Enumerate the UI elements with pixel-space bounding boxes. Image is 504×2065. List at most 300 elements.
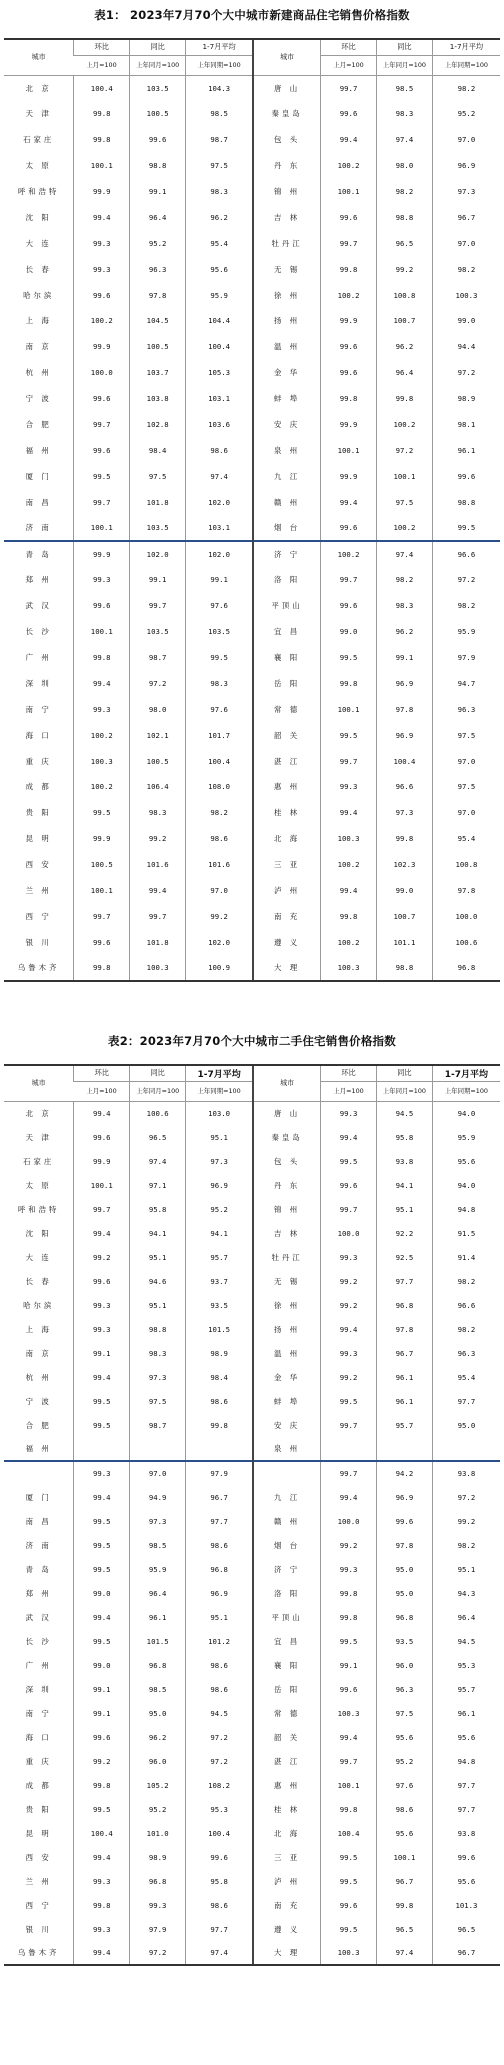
left-yoy-value: 95.9 [130,1557,186,1581]
right-avg-value: 97.0 [432,127,500,153]
right-avg-value: 98.2 [432,593,500,619]
left-yoy-value: 103.5 [130,619,186,645]
left-yoy-value: 101.8 [130,489,186,515]
right-city-name: 温 州 [253,1341,321,1365]
table-row [4,1773,500,1797]
right-mom-value: 99.4 [321,127,377,153]
left-city-name: 天 津 [25,1132,52,1142]
table-row [4,437,500,463]
right-yoy-value: 96.1 [377,1365,433,1389]
left-yoy-value: 99.1 [130,567,186,593]
left-avg-value: 98.7 [186,127,254,153]
left-city-name: 海 口 [25,730,52,740]
left-avg-value: 100.4 [186,1821,254,1845]
left-avg-value: 98.6 [186,1389,254,1413]
left-city-name: 郑 州 [25,575,52,585]
table-row [4,412,500,438]
right-mom-value: 99.5 [321,1917,377,1941]
right-mom-value: 100.3 [321,1941,377,1965]
table-row [4,1653,500,1677]
left-city-name: 西 安 [25,860,52,870]
right-avg-value: 94.4 [432,334,500,360]
table-row [4,1173,500,1197]
right-mom-value: 99.6 [321,360,377,386]
right-city-name: 湛 江 [253,748,321,774]
right-city-name: 泉 州 [253,1437,321,1461]
left-avg-value: 108.2 [186,1773,254,1797]
right-mom-value: 100.3 [321,826,377,852]
left-avg-value: 98.2 [186,800,254,826]
table-row [4,722,500,748]
left-mom-value: 99.6 [74,282,130,308]
right-avg-value: 97.2 [432,567,500,593]
right-yoy-value: 96.9 [377,722,433,748]
left-mom-value: 100.0 [74,360,130,386]
left-mom-value: 99.3 [74,1293,130,1317]
left-avg-value: 104.3 [186,75,254,101]
right-avg-value: 95.4 [432,1365,500,1389]
left-yoy-value: 99.3 [130,1893,186,1917]
left-avg-value: 97.4 [186,463,254,489]
right-mom-value: 99.8 [321,256,377,282]
left-mom-value: 99.3 [74,567,130,593]
left-yoy-value: 99.2 [130,826,186,852]
left-yoy-value: 96.4 [130,1581,186,1605]
left-avg-value: 95.1 [186,1605,254,1629]
left-yoy-value: 100.5 [130,101,186,127]
left-yoy-value: 104.5 [130,308,186,334]
left-yoy-value: 98.5 [130,1677,186,1701]
left-mom-value: 99.9 [74,826,130,852]
left-city-name: 武 汉 [25,1612,52,1622]
right-yoy-value: 96.4 [377,360,433,386]
left-yoy-value: 97.5 [130,463,186,489]
right-city-name: 大 理 [253,1941,321,1965]
left-avg-value: 101.2 [186,1629,254,1653]
right-city-name: 赣 州 [253,489,321,515]
right-mom-value: 99.8 [321,1581,377,1605]
left-avg-value: 103.6 [186,412,254,438]
right-city-name: 襄 阳 [253,645,321,671]
right-avg-value: 98.9 [432,386,500,412]
left-yoy-value: 95.0 [130,1701,186,1725]
table-row [4,75,500,101]
right-city-name: 温 州 [253,334,321,360]
left-city-name: 长 沙 [25,627,52,637]
right-city-name: 遵 义 [253,929,321,955]
table-row [4,256,500,282]
left-city-name: 长 春 [25,264,52,274]
left-avg-value: 102.0 [186,929,254,955]
right-city-name: 秦皇岛 [253,101,321,127]
right-avg-value: 94.5 [432,1629,500,1653]
table-row [4,179,500,205]
right-city-name: 桂 林 [253,800,321,826]
right-city-name: 九 江 [253,463,321,489]
right-mom-value: 100.3 [321,955,377,981]
table-row [4,1125,500,1149]
left-mom-base: 上月=100 [74,55,130,75]
left-mom-value [74,1437,130,1461]
right-mom-value: 99.5 [321,722,377,748]
right-yoy-value: 99.1 [377,645,433,671]
left-mom-value: 99.8 [74,101,130,127]
left-mom-value: 99.5 [74,1533,130,1557]
right-avg-value: 100.8 [432,852,500,878]
table-row [4,1701,500,1725]
left-city-name: 武 汉 [25,601,52,611]
left-mom-value: 99.6 [74,1725,130,1749]
left-avg-value: 97.5 [186,153,254,179]
left-city-name: 乌鲁木齐 [4,955,74,981]
table-row [4,463,500,489]
table-row [4,1413,500,1437]
left-mom-value: 99.1 [74,1701,130,1725]
right-mom-value: 99.2 [321,1269,377,1293]
right-yoy-value: 99.6 [377,1509,433,1533]
left-yoy-value: 103.5 [130,515,186,541]
right-mom-value: 99.9 [321,463,377,489]
left-mom-value: 100.2 [74,774,130,800]
right-yoy-value: 100.4 [377,748,433,774]
left-yoy-value: 99.1 [130,179,186,205]
table-row [4,1245,500,1269]
right-city-name: 平顶山 [253,593,321,619]
right-mom-value: 99.7 [321,1749,377,1773]
left-mom-header: 环比 [74,39,130,55]
table-row [4,1629,500,1653]
left-mom-value: 99.6 [74,929,130,955]
table-row [4,1821,500,1845]
right-avg-value: 98.2 [432,75,500,101]
right-yoy-value: 101.1 [377,929,433,955]
right-avg-value: 97.9 [432,645,500,671]
right-mom-value: 99.7 [321,230,377,256]
right-mom-value: 99.8 [321,1797,377,1821]
right-yoy-value: 97.2 [377,437,433,463]
left-city-name: 沈 阳 [25,212,52,222]
left-avg-value: 99.6 [186,1845,254,1869]
left-avg-value: 97.0 [186,878,254,904]
right-city-name: 秦皇岛 [253,1125,321,1149]
right-yoy-value: 96.0 [377,1653,433,1677]
left-avg-value: 101.5 [186,1317,254,1341]
table-row [4,1485,500,1509]
right-avg-value: 97.0 [432,800,500,826]
right-mom-value: 100.1 [321,437,377,463]
left-city-name: 贵 阳 [25,808,52,818]
left-city-name: 杭 州 [25,368,52,378]
left-mom-value: 100.1 [74,515,130,541]
left-yoy-value: 95.2 [130,1797,186,1821]
right-yoy-value: 95.2 [377,1749,433,1773]
right-avg-value: 95.4 [432,826,500,852]
right-city-name: 常 德 [253,696,321,722]
table-row [4,204,500,230]
right-avg-value: 95.6 [432,1869,500,1893]
table-row [4,360,500,386]
table-row [4,153,500,179]
right-avg-value: 93.8 [432,1821,500,1845]
right-city-name: 唐 山 [253,75,321,101]
right-yoy-value: 100.2 [377,412,433,438]
right-city-name: 泸 州 [253,878,321,904]
right-yoy-value: 98.8 [377,955,433,981]
left-avg-base: 上年同期=100 [186,1081,254,1101]
left-avg-value: 104.4 [186,308,254,334]
left-city-name [4,1461,74,1485]
right-avg-value: 98.1 [432,412,500,438]
left-yoy-value: 101.8 [130,929,186,955]
right-avg-value: 100.3 [432,282,500,308]
left-yoy-value: 96.8 [130,1653,186,1677]
right-avg-value: 96.3 [432,1341,500,1365]
left-mom-value: 99.8 [74,1773,130,1797]
right-mom-value: 99.2 [321,1533,377,1557]
left-yoy-value: 103.5 [130,75,186,101]
right-avg-value: 98.2 [432,1317,500,1341]
right-avg-value: 94.0 [432,1101,500,1125]
left-mom-value: 99.3 [74,256,130,282]
left-avg-value: 100.4 [186,748,254,774]
right-city-name: 湛 江 [253,1749,321,1773]
right-mom-value: 99.4 [321,489,377,515]
right-avg-value: 100.0 [432,904,500,930]
left-avg-value: 94.5 [186,1701,254,1725]
right-mom-value: 99.6 [321,1893,377,1917]
left-mom-value: 99.4 [74,1365,130,1389]
left-city-name: 杭 州 [25,1372,52,1382]
right-avg-value: 98.2 [432,1269,500,1293]
right-yoy-value: 97.8 [377,1533,433,1557]
left-mom-value: 100.2 [74,308,130,334]
left-mom-value: 100.1 [74,878,130,904]
right-avg-header: 1-7月平均 [432,39,500,55]
right-yoy-value: 96.6 [377,774,433,800]
left-avg-value: 103.5 [186,619,254,645]
left-yoy-value: 98.3 [130,1341,186,1365]
table-row [4,1461,500,1485]
right-mom-value: 100.2 [321,929,377,955]
right-city-name: 惠 州 [253,774,321,800]
left-yoy-value: 96.3 [130,256,186,282]
right-mom-value: 99.7 [321,748,377,774]
left-yoy-value: 96.5 [130,1125,186,1149]
right-city-name: 徐 州 [253,1293,321,1317]
right-avg-value: 96.6 [432,1293,500,1317]
right-avg-value: 96.1 [432,1701,500,1725]
left-city-header: 城市 [4,39,74,75]
left-city-name: 乌鲁木齐 [4,1941,74,1965]
left-city-name: 昆 明 [25,834,52,844]
table-row [4,1677,500,1701]
left-mom-base: 上月=100 [74,1081,130,1101]
right-mom-value: 99.3 [321,1557,377,1581]
left-avg-value: 108.0 [186,774,254,800]
right-yoy-value: 102.3 [377,852,433,878]
right-avg-value: 97.5 [432,774,500,800]
left-city-name: 广 州 [25,1660,52,1670]
left-yoy-value: 95.1 [130,1245,186,1269]
table-row [4,282,500,308]
right-mom-value: 99.6 [321,593,377,619]
right-yoy-value: 96.7 [377,1869,433,1893]
right-city-name: 南 充 [253,904,321,930]
right-city-name: 泉 州 [253,437,321,463]
right-avg-header: 1-7月平均 [432,1065,500,1081]
left-avg-value: 95.6 [186,256,254,282]
left-avg-value: 95.4 [186,230,254,256]
left-avg-value: 98.6 [186,1677,254,1701]
left-mom-value: 99.8 [74,127,130,153]
right-yoy-value: 99.8 [377,826,433,852]
right-city-name [253,1461,321,1485]
left-mom-value: 99.5 [74,800,130,826]
right-yoy-value: 94.5 [377,1101,433,1125]
left-yoy-value: 99.7 [130,904,186,930]
left-city-name: 银 川 [25,937,52,947]
left-city-name: 北 京 [25,1108,52,1118]
left-mom-value: 99.4 [74,204,130,230]
left-avg-value [186,1437,254,1461]
right-mom-value: 99.6 [321,204,377,230]
right-yoy-value: 96.8 [377,1293,433,1317]
right-mom-value: 99.6 [321,1677,377,1701]
left-mom-value: 99.8 [74,955,130,981]
table-row [4,670,500,696]
right-avg-value: 97.7 [432,1773,500,1797]
left-avg-value: 98.3 [186,670,254,696]
right-avg-value: 95.6 [432,1149,500,1173]
right-yoy-value: 96.2 [377,334,433,360]
right-mom-value: 100.2 [321,282,377,308]
table2-second-hand-price-index [4,1064,500,1966]
right-city-name: 无 锡 [253,256,321,282]
right-city-name: 金 华 [253,360,321,386]
left-yoy-value: 95.2 [130,230,186,256]
right-avg-value: 96.3 [432,696,500,722]
right-city-name: 桂 林 [253,1797,321,1821]
right-city-name: 金 华 [253,1365,321,1389]
right-yoy-value: 100.1 [377,463,433,489]
right-avg-value: 97.7 [432,1797,500,1821]
left-mom-value: 99.4 [74,1485,130,1509]
table-row [4,1917,500,1941]
right-city-name: 扬 州 [253,1317,321,1341]
right-avg-value: 97.0 [432,748,500,774]
table-row [4,1941,500,1965]
right-yoy-value: 96.8 [377,1605,433,1629]
right-yoy-value: 93.8 [377,1149,433,1173]
left-city-name: 福 州 [25,445,52,455]
left-mom-value: 99.4 [74,1941,130,1965]
right-avg-value: 95.0 [432,1413,500,1437]
left-mom-value: 99.8 [74,1893,130,1917]
right-mom-value: 99.6 [321,101,377,127]
right-avg-value: 97.2 [432,1485,500,1509]
right-city-name: 遵 义 [253,1917,321,1941]
left-avg-value: 103.1 [186,515,254,541]
right-mom-value: 99.5 [321,1629,377,1653]
right-avg-value: 96.7 [432,1941,500,1965]
left-yoy-value: 105.2 [130,1773,186,1797]
right-avg-value: 99.2 [432,1509,500,1533]
left-city-header: 城市 [4,1065,74,1101]
right-mom-value: 99.7 [321,1413,377,1437]
left-avg-value: 95.9 [186,282,254,308]
right-yoy-value [377,1437,433,1461]
left-city-name: 大 连 [25,1252,52,1262]
right-mom-value: 99.6 [321,1173,377,1197]
right-city-name: 北 海 [253,826,321,852]
right-yoy-value: 98.8 [377,204,433,230]
right-yoy-value: 98.6 [377,1797,433,1821]
left-city-name: 兰 州 [25,1876,52,1886]
left-avg-value: 97.9 [186,1461,254,1485]
left-city-name: 上 海 [25,1324,52,1334]
table-row [4,308,500,334]
table-row [4,1725,500,1749]
left-city-name: 西 宁 [25,1900,52,1910]
left-yoy-value: 97.2 [130,670,186,696]
right-yoy-value: 97.7 [377,1269,433,1293]
right-mom-header: 环比 [321,1065,377,1081]
right-city-name: 烟 台 [253,1533,321,1557]
right-yoy-value: 94.2 [377,1461,433,1485]
left-yoy-value: 97.3 [130,1509,186,1533]
right-city-header: 城市 [253,39,321,75]
right-yoy-value: 97.4 [377,127,433,153]
left-mom-header: 环比 [74,1065,130,1081]
right-city-name: 烟 台 [253,515,321,541]
left-city-name: 兰 州 [25,886,52,896]
right-yoy-value: 98.3 [377,101,433,127]
left-city-name: 青 岛 [4,541,74,567]
right-avg-base: 上年同期=100 [432,1081,500,1101]
left-mom-value: 99.5 [74,1389,130,1413]
left-mom-value: 99.7 [74,412,130,438]
left-yoy-value: 100.3 [130,955,186,981]
left-yoy-value: 95.8 [130,1197,186,1221]
right-city-name: 吉 林 [253,204,321,230]
left-yoy-value: 101.6 [130,852,186,878]
right-city-name: 三 亚 [253,852,321,878]
table-row [4,619,500,645]
left-city-name: 宁 波 [25,1396,52,1406]
left-city-name: 南 宁 [25,1708,52,1718]
right-city-name: 徐 州 [253,282,321,308]
left-yoy-value: 98.7 [130,1413,186,1437]
right-city-name: 大 理 [253,955,321,981]
left-yoy-value: 95.1 [130,1293,186,1317]
left-mom-value: 99.6 [74,386,130,412]
right-avg-value: 95.9 [432,1125,500,1149]
right-city-name: 宜 昌 [253,619,321,645]
left-city-name: 成 都 [25,782,52,792]
left-yoy-value: 97.3 [130,1365,186,1389]
left-city-name: 深 圳 [25,1684,52,1694]
right-avg-value: 94.3 [432,1581,500,1605]
right-mom-value: 99.2 [321,1365,377,1389]
left-avg-value: 96.2 [186,204,254,230]
right-city-name: 洛 阳 [253,1581,321,1605]
left-mom-value: 99.5 [74,1509,130,1533]
right-city-name: 赣 州 [253,1509,321,1533]
left-mom-value: 99.2 [74,1749,130,1773]
left-mom-value: 99.6 [74,437,130,463]
left-avg-value: 101.6 [186,852,254,878]
right-yoy-value: 96.2 [377,619,433,645]
